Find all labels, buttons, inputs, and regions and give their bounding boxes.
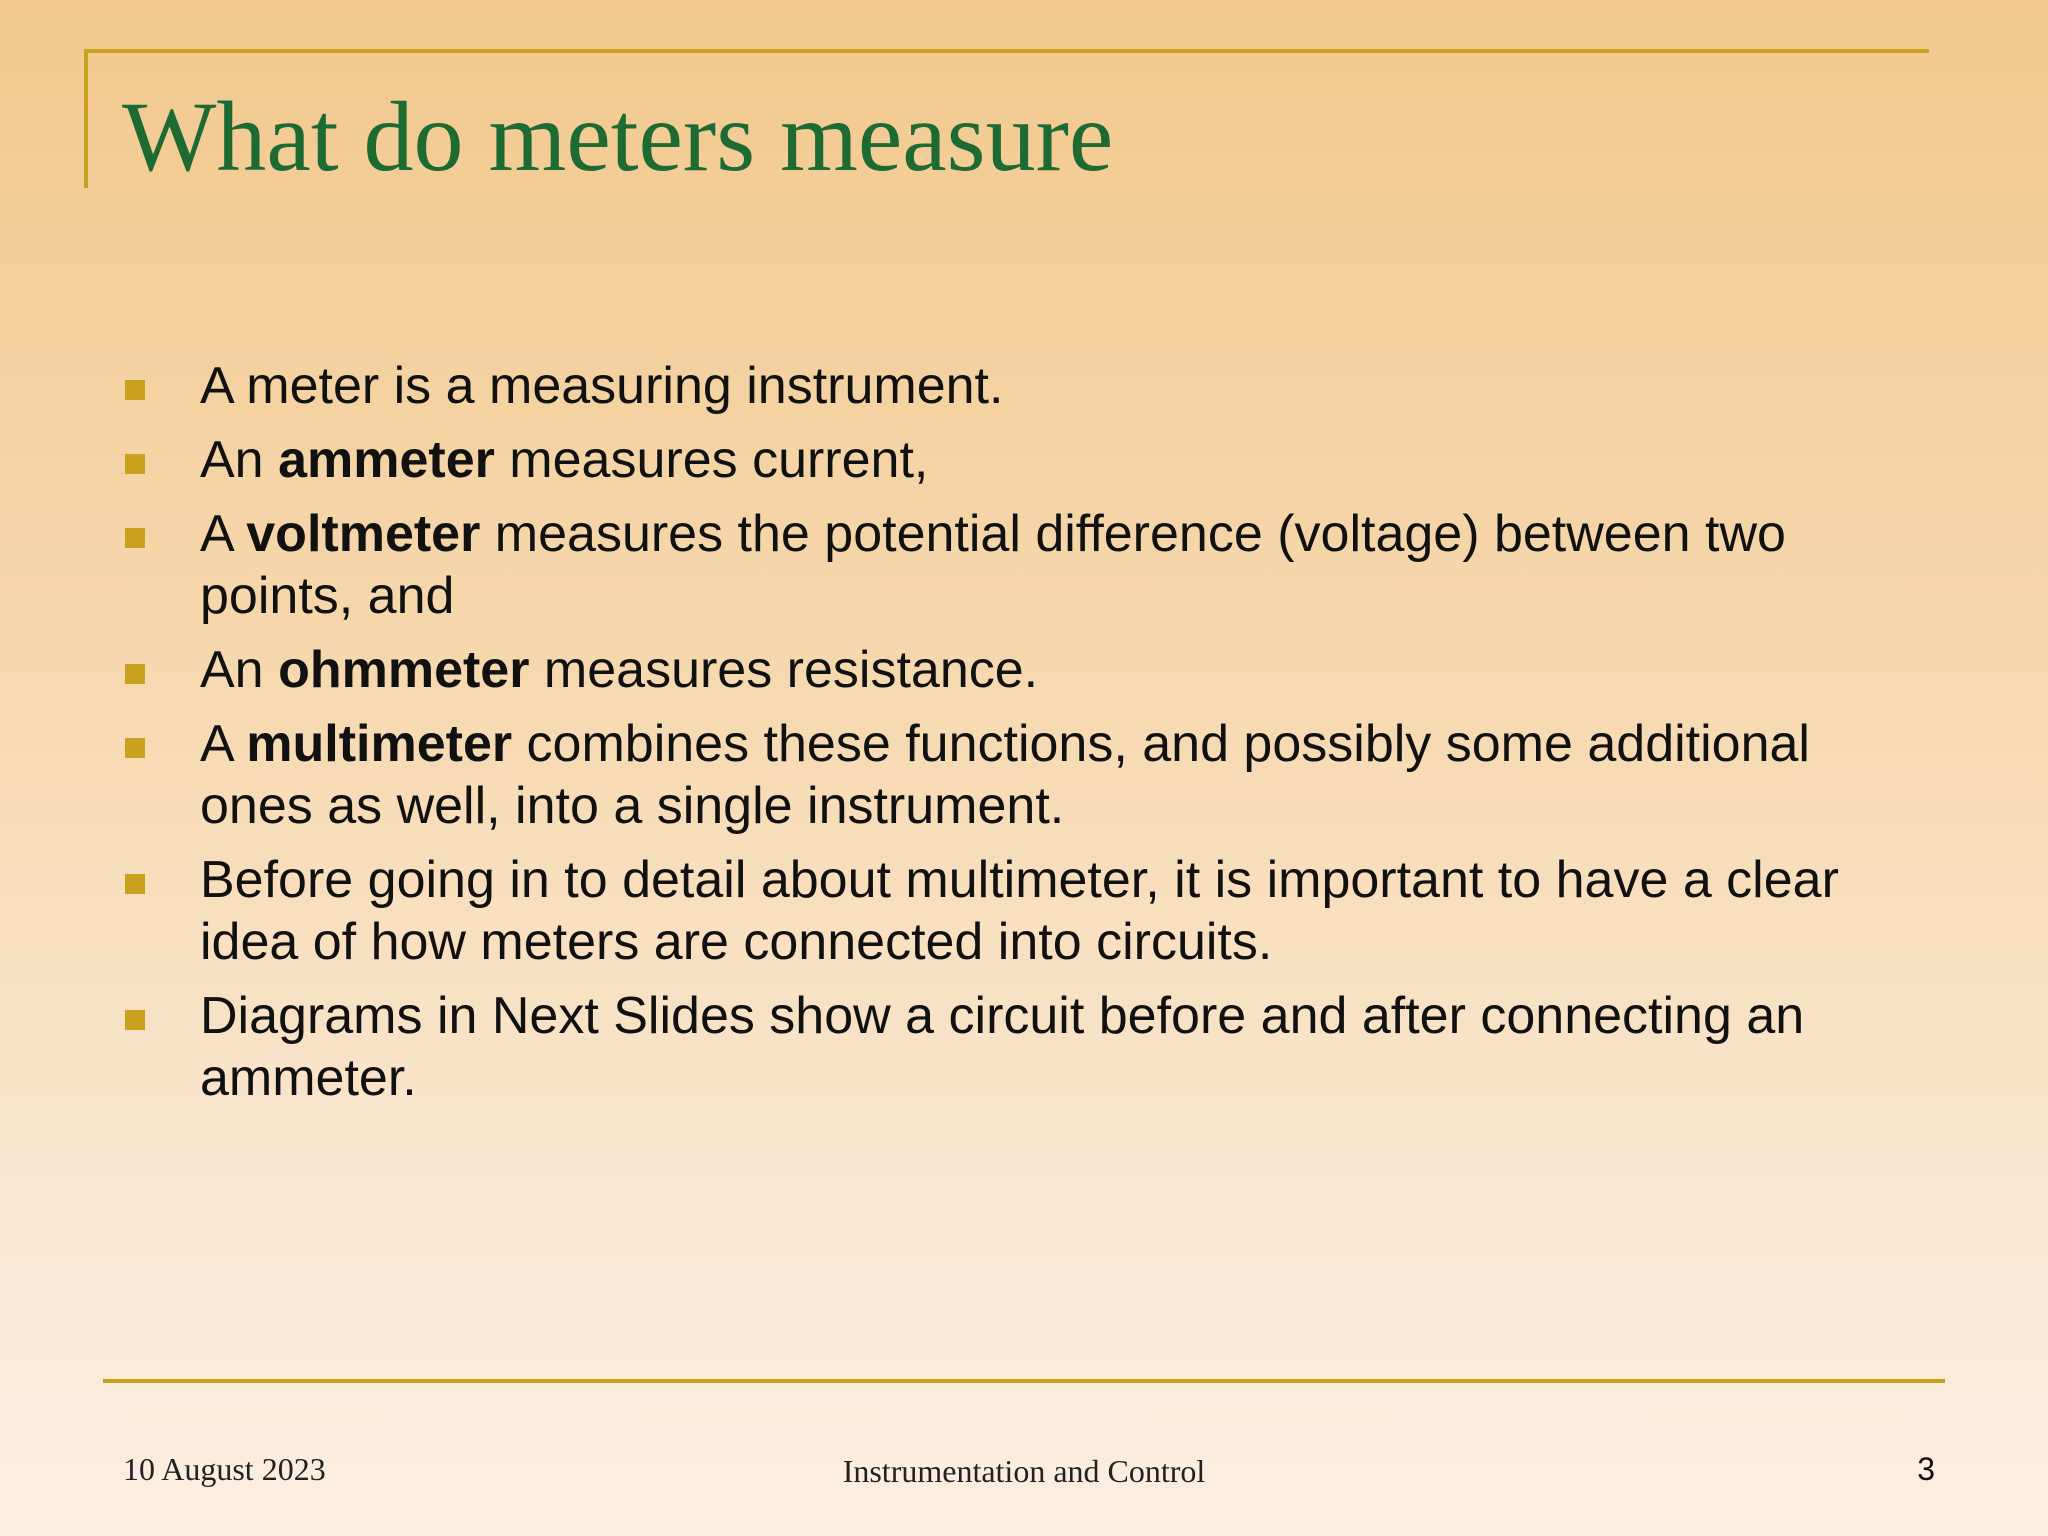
bullet-bold-term: ammeter xyxy=(278,431,495,489)
bullet-list xyxy=(125,355,1905,1121)
bullet-item xyxy=(125,639,1905,701)
page-number: 3 xyxy=(1917,1451,1935,1487)
bullet-bold-term: voltmeter xyxy=(246,505,481,563)
slide-title: What do meters measure xyxy=(122,81,1114,192)
bullet-text: measures current, xyxy=(494,431,929,489)
bullet-item xyxy=(125,503,1905,627)
bullet-item xyxy=(125,713,1905,837)
bullet-text: measures the potential difference (voltage) between two points, and xyxy=(200,505,1786,625)
bullet-bold-term: ohmmeter xyxy=(278,641,530,699)
square-bullet-icon xyxy=(125,454,145,474)
footer-title: Instrumentation and Control xyxy=(842,1453,1206,1489)
bullet-text: combines these functions, and possibly some additional ones as well, into a single instrument. xyxy=(200,715,1810,835)
footer-rule xyxy=(103,1379,1945,1383)
bullet-item xyxy=(125,355,1905,417)
bullet-text: A meter is a measuring instrument. xyxy=(200,357,1004,415)
bullet-text: An xyxy=(200,431,279,489)
bullet-item xyxy=(125,429,1905,491)
square-bullet-icon xyxy=(125,1010,145,1030)
bullet-item xyxy=(125,849,1905,973)
left-rule xyxy=(84,49,88,188)
bullet-text: Diagrams in Next Slides show a circuit before and after connecting an ammeter. xyxy=(200,987,1805,1107)
square-bullet-icon xyxy=(125,380,145,400)
bullet-text: measures resistance. xyxy=(529,641,1039,699)
square-bullet-icon xyxy=(125,738,145,758)
square-bullet-icon xyxy=(125,874,145,894)
bullet-text: An xyxy=(200,641,279,699)
bullet-text: Before going in to detail about multimeter, it is important to have a clear idea of how meters are connected into circuits. xyxy=(200,851,1839,971)
bullet-text: A xyxy=(200,715,247,773)
bullet-text: A xyxy=(200,505,247,563)
square-bullet-icon xyxy=(125,528,145,548)
footer-date: 10 August 2023 xyxy=(123,1451,326,1487)
bullet-bold-term: multimeter xyxy=(246,715,513,773)
top-rule xyxy=(84,49,1929,53)
bullet-item xyxy=(125,985,1905,1109)
square-bullet-icon xyxy=(125,664,145,684)
